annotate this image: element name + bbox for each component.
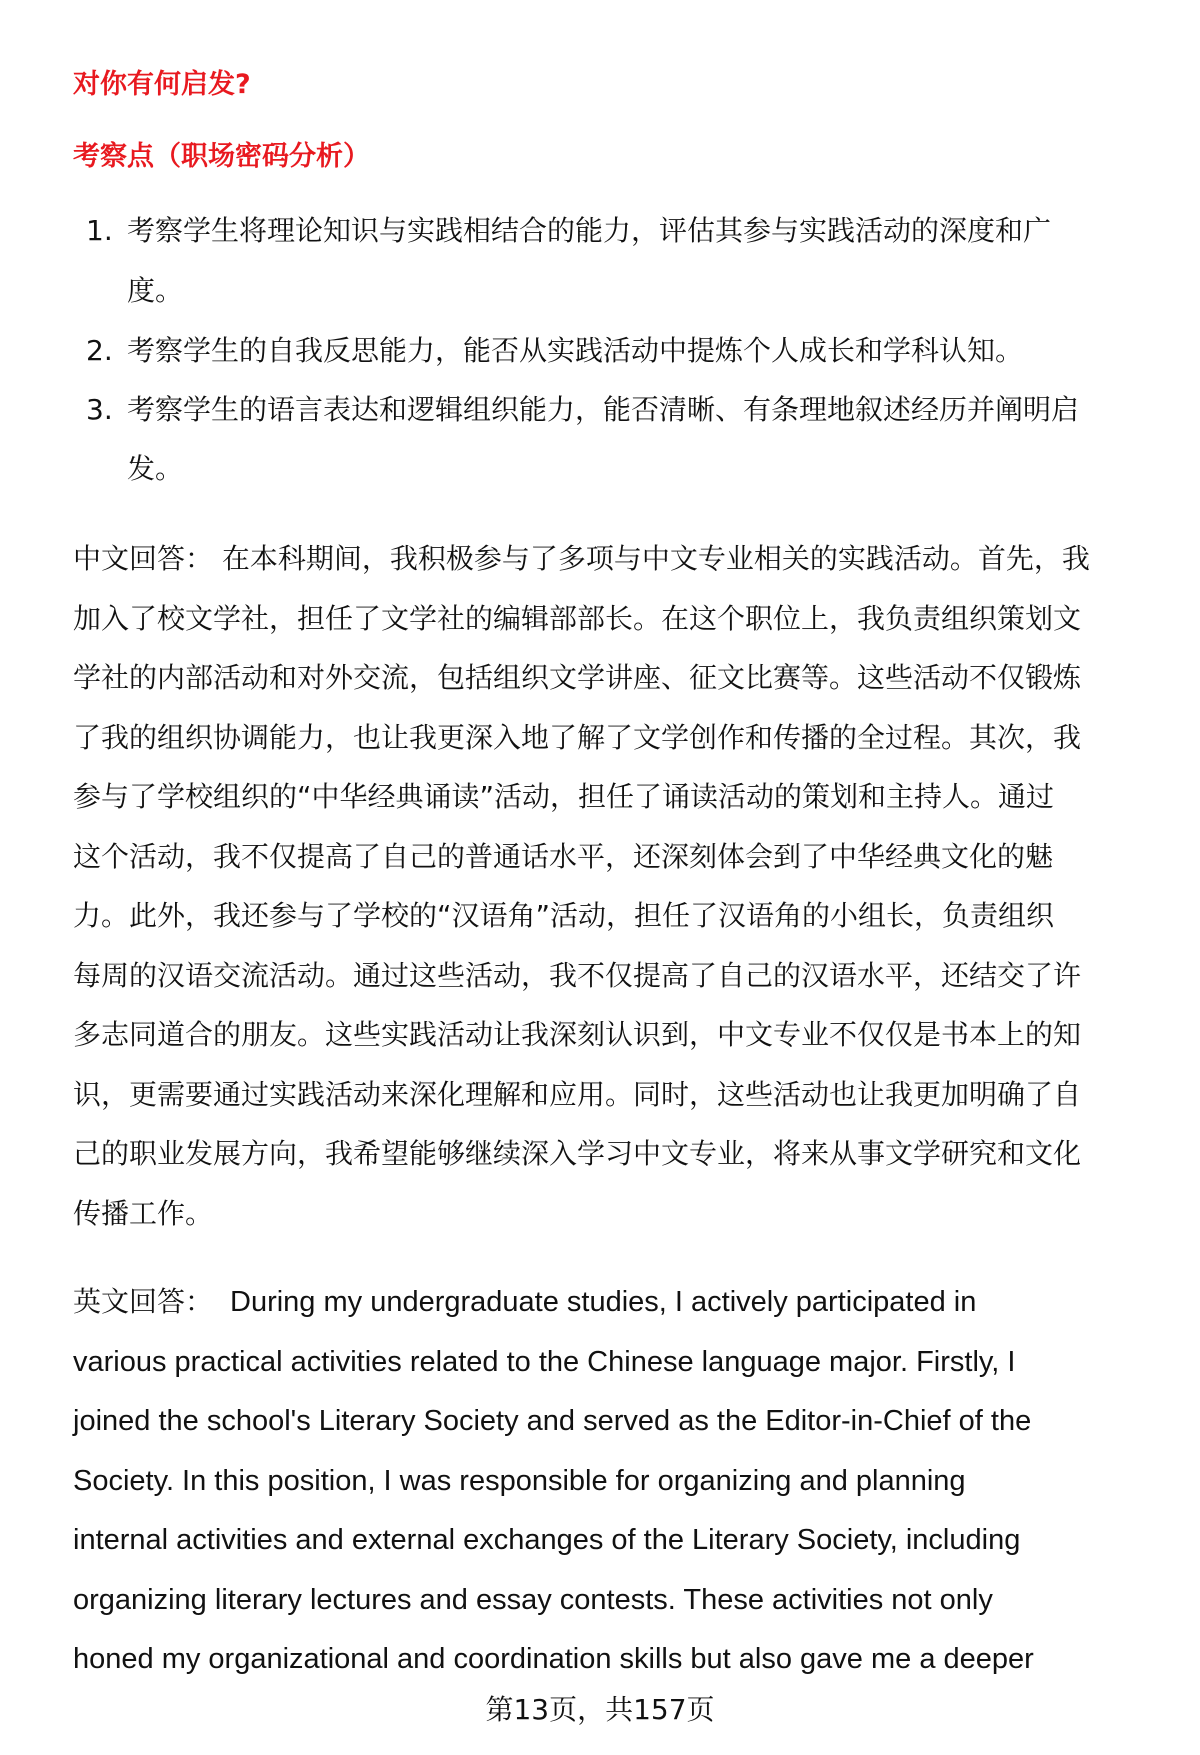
heading-assessment: 考察点（职场密码分析） <box>73 141 370 172</box>
paragraph-line: 传播工作。 <box>73 1196 214 1230</box>
paragraph-line: 这个活动，我不仅提高了自己的普通话水平，还深刻体会到了中华经典文化的魅 <box>73 839 1054 873</box>
paragraph-line: organizing literary lectures and essay contests. These activities not only <box>73 1584 993 1616</box>
paragraph-line: various practical activities related to the Chinese language major. Firstly, I <box>73 1346 1016 1378</box>
paragraph-line: joined the school's Literary Society and served as the Editor-in-Chief of the <box>73 1405 1032 1437</box>
paragraph-line: 了我的组织协调能力，也让我更深入地了解了文学创作和传播的全过程。其次，我 <box>73 720 1082 754</box>
page-number: 第13页，共157页 <box>485 1693 715 1726</box>
paragraph-line: 中文回答： 在本科期间，我积极参与了多项与中文专业相关的实践活动。首先，我 <box>73 542 1090 575</box>
english-answer-label: 英文回答： <box>73 1285 214 1318</box>
paragraph-line: 参与了学校组织的“中华经典诵读”活动，担任了诵读活动的策划和主持人。通过 <box>73 780 1055 813</box>
paragraph-line: During my undergraduate studies, I actively participated in <box>230 1286 977 1318</box>
paragraph-line: 力。此外，我还参与了学校的“汉语角”活动，担任了汉语角的小组长，负责组织 <box>73 899 1055 932</box>
paragraph-line: 己的职业发展方向，我希望能够继续深入学习中文专业，将来从事文学研究和文化 <box>73 1137 1082 1170</box>
list-number: 2. <box>86 334 113 367</box>
paragraph-line: 每周的汉语交流活动。通过这些活动，我不仅提高了自己的汉语水平，还结交了许 <box>73 958 1082 992</box>
paragraph-line: 多志同道合的朋友。这些实践活动让我深刻认识到，中文专业不仅仅是书本上的知 <box>73 1018 1082 1051</box>
paragraph-line: 加入了校文学社，担任了文学社的编辑部部长。在这个职位上，我负责组织策划文 <box>73 601 1082 635</box>
paragraph-line: honed my organizational and coordination skills but also gave me a deeper <box>73 1643 1034 1675</box>
paragraph-line: 识，更需要通过实践活动来深化理解和应用。同时，这些活动也让我更加明确了自 <box>73 1077 1082 1111</box>
list-item-line: 考察学生的自我反思能力，能否从实践活动中提炼个人成长和学科认知。 <box>127 334 1024 367</box>
list-number: 1. <box>86 214 113 247</box>
list-number: 3. <box>86 393 113 426</box>
heading-inspiration: 对你有何启发? <box>73 69 251 100</box>
list-item-line: 考察学生的语言表达和逻辑组织能力，能否清晰、有条理地叙述经历并阐明启 <box>127 393 1080 426</box>
paragraph-line: 学社的内部活动和对外交流，包括组织文学讲座、征文比赛等。这些活动不仅锻炼 <box>73 661 1082 694</box>
paragraph-line: Society. In this position, I was responsible for organizing and planning <box>73 1465 966 1497</box>
paragraph-line: internal activities and external exchanges of the Literary Society, including <box>73 1524 1021 1556</box>
list-item-line: 发。 <box>127 452 184 485</box>
list-item-line: 考察学生将理论知识与实践相结合的能力，评估其参与实践活动的深度和广 <box>127 214 1052 247</box>
list-item-line: 度。 <box>127 274 184 307</box>
